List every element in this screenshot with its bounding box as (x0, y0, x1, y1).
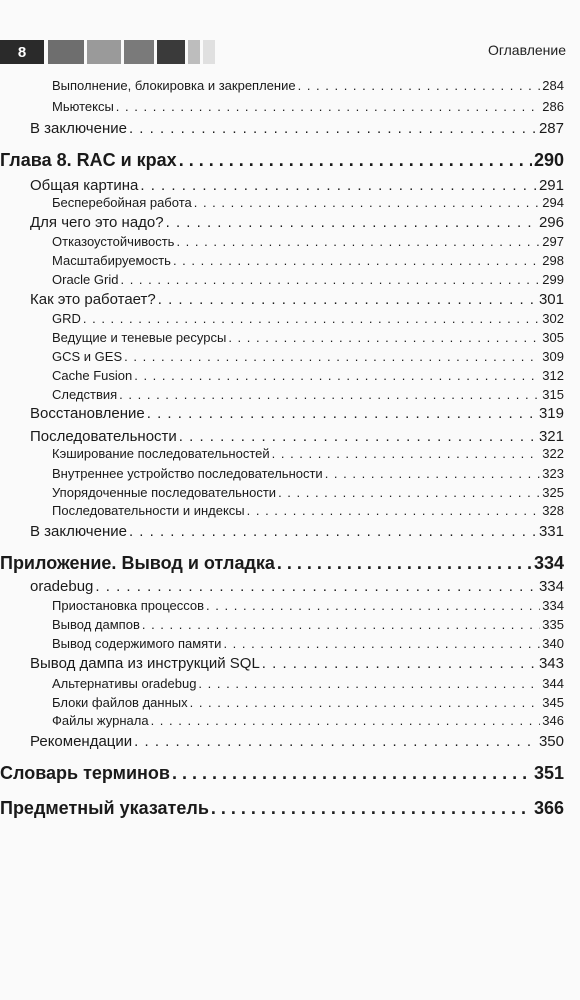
toc-subsection-entry (52, 446, 564, 461)
toc-entry-page: 297 (542, 234, 564, 249)
toc-entry-page: 346 (542, 713, 564, 728)
toc-subsection-entry (52, 234, 564, 249)
toc-section-entry (30, 214, 564, 231)
toc-entry-title: В заключение (30, 120, 127, 137)
toc-dot-leader (124, 349, 540, 364)
toc-entry-page: 331 (538, 523, 564, 540)
toc-entry-page: 366 (533, 798, 564, 818)
toc-section-entry (30, 733, 564, 750)
toc-section-entry (30, 428, 564, 445)
toc-entry-page: 315 (542, 387, 564, 402)
toc-subsection-entry (52, 617, 564, 632)
toc-entry-title: Приложение. Вывод и отладка (0, 553, 275, 573)
toc-entry-page: 287 (538, 120, 564, 137)
toc-dot-leader (147, 405, 537, 422)
toc-entry-title: Выполнение, блокировка и закрепление (52, 78, 296, 93)
toc-subsection-entry (52, 387, 564, 402)
toc-entry-page: 312 (542, 368, 564, 383)
toc-section-entry (30, 655, 564, 672)
toc-subsection-entry (52, 466, 564, 481)
toc-entry-page: 290 (533, 150, 564, 170)
toc-section-entry (30, 578, 564, 595)
toc-entry-page: 319 (538, 405, 564, 422)
toc-entry-title: Словарь терминов (0, 763, 170, 783)
toc-chapter-entry (0, 798, 564, 819)
toc-entry-page: 302 (542, 311, 564, 326)
toc-entry-title: Последовательности (30, 428, 177, 445)
toc-subsection-entry (52, 272, 564, 287)
toc-dot-leader (247, 503, 541, 518)
toc-entry-title: Бесперебойная работа (52, 195, 192, 210)
toc-entry-title: Вывод дампа из инструкций SQL (30, 655, 260, 672)
decorative-bars (48, 40, 215, 64)
toc-entry-title: Как это работает? (30, 291, 156, 308)
toc-entry-title: Отказоустойчивость (52, 234, 175, 249)
toc-dot-leader (206, 598, 540, 613)
header-bar (48, 40, 84, 64)
toc-entry-title: Для чего это надо? (30, 214, 164, 231)
toc-section-entry (30, 120, 564, 137)
toc-entry-title: Внутреннее устройство последовательности (52, 466, 323, 481)
toc-entry-title: В заключение (30, 523, 127, 540)
toc-entry-page: 299 (542, 272, 564, 287)
toc-entry-title: Вывод содержимого памяти (52, 636, 222, 651)
toc-subsection-entry (52, 253, 564, 268)
toc-entry-title: Следствия (52, 387, 118, 402)
toc-dot-leader (194, 195, 541, 210)
toc-entry-page: 325 (542, 485, 564, 500)
toc-dot-leader (166, 214, 537, 231)
toc-chapter-entry (0, 763, 564, 784)
toc-dot-leader (179, 150, 532, 171)
toc-entry-title: Последовательности и индексы (52, 503, 245, 518)
toc-dot-leader (223, 636, 540, 651)
toc-dot-leader (278, 485, 540, 500)
toc-entry-page: 309 (542, 349, 564, 364)
toc-subsection-entry (52, 311, 564, 326)
toc-entry-page: 286 (542, 99, 564, 114)
toc-section-entry (30, 523, 564, 540)
toc-dot-leader (298, 78, 541, 93)
toc-dot-leader (120, 272, 540, 287)
toc-entry-title: Приостановка процессов (52, 598, 205, 613)
toc-entry-title: Масштабируемость (52, 253, 171, 268)
toc-dot-leader (129, 523, 537, 540)
toc-dot-leader (172, 763, 532, 784)
toc-entry-page: 323 (542, 466, 564, 481)
toc-dot-leader (119, 387, 540, 402)
toc-dot-leader (176, 234, 540, 249)
toc-entry-page: 328 (542, 503, 564, 518)
toc-dot-leader (158, 291, 537, 308)
toc-dot-leader (272, 446, 541, 461)
toc-subsection-entry (52, 695, 564, 710)
toc-entry-title: Упорядоченные последовательности (52, 485, 277, 500)
toc-entry-page: 340 (542, 636, 564, 651)
toc-dot-leader (228, 330, 540, 345)
toc-entry-title: Предметный указатель (0, 798, 209, 818)
toc-entry-page: 291 (538, 177, 564, 194)
header-bar (188, 40, 200, 64)
page-number: 8 (0, 40, 44, 64)
toc-section-entry (30, 291, 564, 308)
toc-dot-leader (325, 466, 541, 481)
toc-entry-title: Рекомендации (30, 733, 133, 750)
toc-entry-title: Oracle Grid (52, 272, 119, 287)
toc-entry-title: oradebug (30, 578, 94, 595)
toc-entry-title: Мьютексы (52, 99, 114, 114)
toc-entry-title: Восстановление (30, 405, 145, 422)
toc-dot-leader (142, 617, 540, 632)
toc-dot-leader (116, 99, 541, 114)
toc-entry-title: Глава 8. RAC и крах (0, 150, 177, 170)
toc-subsection-entry (52, 485, 564, 500)
toc-subsection-entry (52, 676, 564, 691)
toc-entry-page: 335 (542, 617, 564, 632)
toc-entry-page: 334 (542, 598, 564, 613)
toc-dot-leader (140, 177, 537, 194)
toc-dot-leader (173, 253, 540, 268)
toc-dot-leader (134, 733, 537, 750)
toc-entry-page: 305 (542, 330, 564, 345)
toc-entry-page: 334 (538, 578, 564, 595)
header-bar (203, 40, 215, 64)
toc-chapter-entry (0, 553, 564, 574)
toc-entry-page: 296 (538, 214, 564, 231)
header-bar (87, 40, 121, 64)
toc-dot-leader (179, 428, 537, 445)
toc-entry-title: Блоки файлов данных (52, 695, 188, 710)
toc-entry-title: GRD (52, 311, 81, 326)
toc-dot-leader (190, 695, 541, 710)
toc-dot-leader (151, 713, 541, 728)
toc-subsection-entry (52, 713, 564, 728)
toc-entry-title: Ведущие и теневые ресурсы (52, 330, 227, 345)
toc-dot-leader (83, 311, 540, 326)
toc-entry-title: Вывод дампов (52, 617, 140, 632)
toc-subsection-entry (52, 195, 564, 210)
header-bar (124, 40, 154, 64)
toc-entry-page: 322 (542, 446, 564, 461)
running-title: Оглавление (487, 42, 566, 58)
toc-entry-page: 334 (533, 553, 564, 573)
toc-entry-title: Альтернативы oradebug (52, 676, 197, 691)
toc-dot-leader (211, 798, 532, 819)
toc-entry-title: GCS и GES (52, 349, 123, 364)
toc-entry-page: 344 (542, 676, 564, 691)
toc-dot-leader (95, 578, 537, 595)
page-header (0, 40, 580, 64)
toc-subsection-entry (52, 99, 564, 114)
toc-subsection-entry (52, 503, 564, 518)
toc-entry-page: 298 (542, 253, 564, 268)
toc-subsection-entry (52, 78, 564, 93)
toc-subsection-entry (52, 598, 564, 613)
toc-entry-title: Общая картина (30, 177, 139, 194)
toc-section-entry (30, 405, 564, 422)
toc-entry-page: 321 (538, 428, 564, 445)
toc-dot-leader (134, 368, 540, 383)
toc-entry-page: 343 (538, 655, 564, 672)
toc-subsection-entry (52, 368, 564, 383)
toc-entry-page: 351 (533, 763, 564, 783)
toc-entry-page: 350 (538, 733, 564, 750)
toc-entry-page: 284 (542, 78, 564, 93)
toc-entry-page: 294 (542, 195, 564, 210)
toc-dot-leader (198, 676, 540, 691)
toc-dot-leader (129, 120, 537, 137)
toc-subsection-entry (52, 349, 564, 364)
toc-entry-title: Кэширование последовательностей (52, 446, 270, 461)
toc-entry-title: Файлы журнала (52, 713, 149, 728)
toc-dot-leader (262, 655, 537, 672)
toc-section-entry (30, 177, 564, 194)
header-bar (157, 40, 185, 64)
toc-subsection-entry (52, 330, 564, 345)
toc-chapter-entry (0, 150, 564, 171)
toc-entry-page: 301 (538, 291, 564, 308)
toc-subsection-entry (52, 636, 564, 651)
toc-entry-page: 345 (542, 695, 564, 710)
toc-entry-title: Cache Fusion (52, 368, 133, 383)
toc-dot-leader (277, 553, 532, 574)
